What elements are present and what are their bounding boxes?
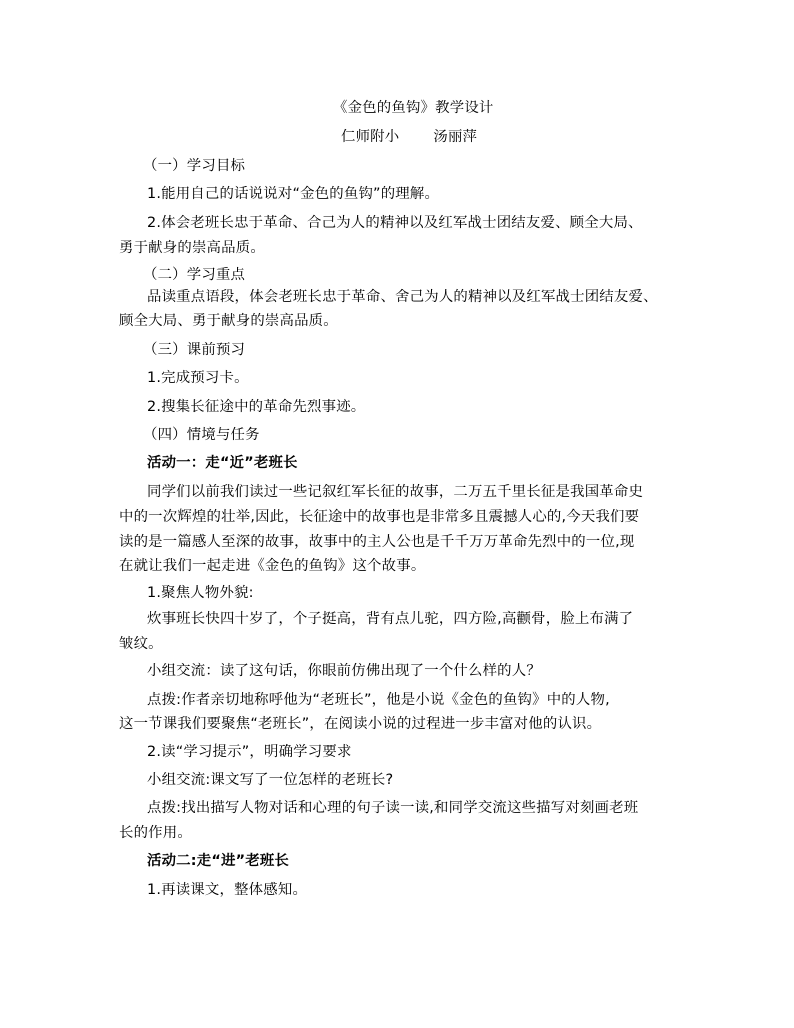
author-school: 仁师附小 — [341, 129, 400, 145]
activity-2-heading: 活动二:走“进”老班长 — [147, 853, 289, 869]
activity-1-tip-1-line-2: 这一节课我们要聚焦“老班长”，在阅读小说的过程进一步丰富对他的认识。 — [119, 716, 602, 732]
section-heading-objectives: （一）学习目标 — [143, 158, 246, 174]
activity-1-heading: 活动一：走“近”老班长 — [147, 455, 298, 471]
activity-1-tip-2-line-2: 长的作用。 — [119, 825, 192, 841]
document-title: 《金色的鱼钩》教学设计 — [333, 100, 494, 116]
key-points-line-2: 顾全大局、勇于献身的崇高品质。 — [119, 313, 338, 329]
activity-2-step-1: 1.再读课文，整体感知。 — [147, 882, 308, 898]
activity-1-tip-2-line-1: 点拨:找出描写人物对话和心理的句子读一读,和同学交流这些描写对刻画老班 — [147, 800, 639, 816]
activity-1-quote-line-1: 炊事班长快四十岁了，个子挺高，背有点儿驼，四方险,高颧骨，脸上布满了 — [147, 611, 634, 627]
activity-1-step-1: 1.聚焦人物外貌: — [147, 585, 254, 601]
activity-1-quote-line-2: 皱纹。 — [119, 636, 163, 652]
activity-1-intro-line-4: 在就让我们一起走进《金色的鱼钩》这个故事。 — [119, 558, 426, 574]
activity-1-intro-line-1: 同学们以前我们读过一些记叙红军长征的故事，二万五千里长征是我国革命史 — [147, 484, 644, 500]
author-line — [341, 127, 477, 147]
preview-item-2: 2.搜集长征途中的革命先烈事迹。 — [147, 399, 366, 415]
activity-1-discussion-1: 小组交流：读了这句话，你眼前仿佛出现了一个什么样的人？ — [147, 663, 541, 679]
objective-item-1: 1.能用自己的话说说对“金色的鱼钩”的理解。 — [147, 186, 440, 202]
preview-item-1: 1.完成预习卡。 — [147, 370, 249, 386]
activity-1-step-2: 2.读“学习提示”，明确学习要求 — [147, 744, 352, 760]
key-points-line-1: 品读重点语段，体会老班长忠于革命、舍己为人的精神以及红军战士团结友爱、 — [147, 289, 658, 305]
section-heading-key-points: （二）学习重点 — [143, 267, 246, 283]
activity-1-tip-1-line-1: 点拨:作者亲切地称呼他为“老班长”，他是小说《金色的鱼钩》中的人物, — [147, 692, 610, 708]
activity-1-intro-line-2: 中的一次辉煌的壮举,因此，长征途中的故事也是非常多且震撼人心的,今天我们要 — [119, 509, 640, 525]
author-name: 汤丽萍 — [433, 129, 478, 145]
activity-1-intro-line-3: 读的是一篇感人至深的故事，故事中的主人公也是千千万万革命先烈中的一位,现 — [119, 534, 635, 550]
section-heading-preview: （三）课前预习 — [143, 342, 246, 358]
section-heading-tasks: （四）情境与任务 — [143, 427, 260, 443]
activity-1-discussion-2: 小组交流:课文写了一位怎样的老班长? — [147, 772, 394, 788]
objective-item-2-line-2: 勇于献身的崇高品质。 — [119, 240, 265, 256]
objective-item-2-line-1: 2.体会老班长忠于革命、合己为人的精神以及红军战士团结友爱、顾全大局、 — [147, 215, 643, 231]
